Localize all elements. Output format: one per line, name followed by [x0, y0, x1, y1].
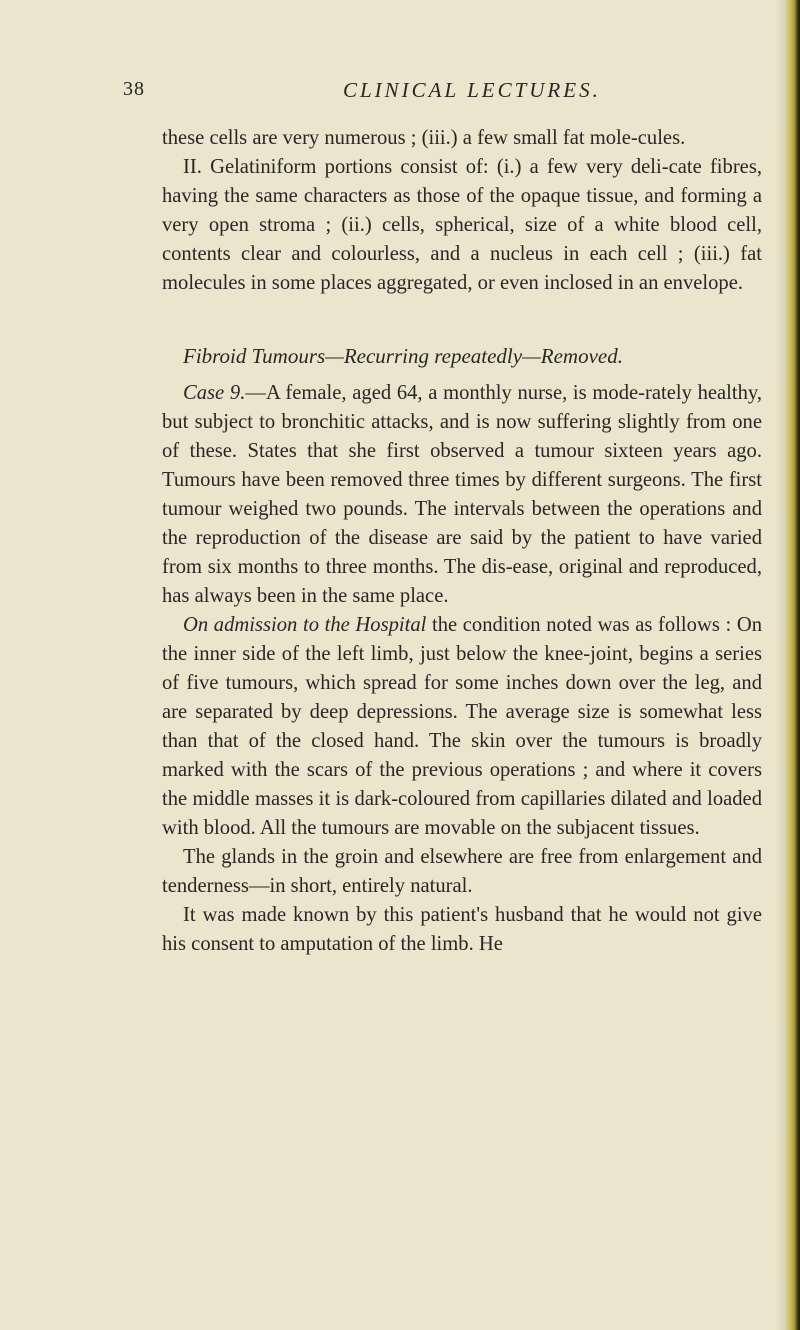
- case-text: —A female, aged 64, a monthly nurse, is mode-rately healthy, but subject to bronchitic attacks, and is now suffering slightly from one of these. States that she first observed a tumour sixteen years ago. Tumours have been removed three times by different surgeons. The first tumour weighed two pounds. The intervals between the operations and the reproduction of the disease are said by the patient to have varied from six months to three months. The dis-ease, original and reproduced, has always been in the same place.: [162, 382, 762, 607]
- page-gutter-shadow: [776, 0, 786, 1330]
- paragraph-cells-continued: these cells are very numerous ; (iii.) a few small fat mole-cules.: [162, 127, 686, 149]
- paragraph-gelatiniform: II. Gelatiniform portions consist of: (i.) a few very deli-cate fibres, having the same characters as those of the opaque tissue, and forming a very open stroma ; (ii.) cells, spherical, size of a white blood cell, contents clear and colourless, and a nucleus in each cell ; (iii.) fat molecules in some places aggregated, or even inclosed in an envelope.: [162, 156, 762, 294]
- admission-text: the condition noted was as follows : On the inner side of the left limb, just below the knee-joint, begins a series of five tumours, which spread for some inches down over the leg, and are separated by deep depressions. The average size is somewhat less than that of the closed hand. The skin over the tumours is broadly marked with the scars of the previous operations ; and where it covers the middle masses it is dark-coloured from capillaries dilated and loaded with blood. All the tumours are movable on the subjacent tissues.: [162, 614, 762, 839]
- running-head: CLINICAL LECTURES.: [343, 78, 601, 102]
- paragraph-consent: It was made known by this patient's husband that he would not give his consent to amputation of the limb. He: [162, 904, 762, 955]
- paragraph-glands: The glands in the groin and elsewhere are free from enlargement and tenderness—in short, entirely natural.: [162, 846, 762, 897]
- paragraph-case-9: [162, 379, 762, 611]
- page-header: [0, 78, 800, 108]
- case-label: Case 9.: [183, 382, 246, 404]
- page-body: [162, 124, 762, 959]
- spacer: [162, 298, 762, 342]
- page-number: 38: [123, 78, 145, 100]
- section-heading: Fibroid Tumours—Recurring repeatedly—Removed.: [183, 344, 623, 368]
- book-spine-edge: [786, 0, 800, 1330]
- paragraph-admission: [162, 611, 762, 843]
- spacer: [162, 371, 762, 379]
- admission-label: On admission to the Hospital: [183, 614, 427, 636]
